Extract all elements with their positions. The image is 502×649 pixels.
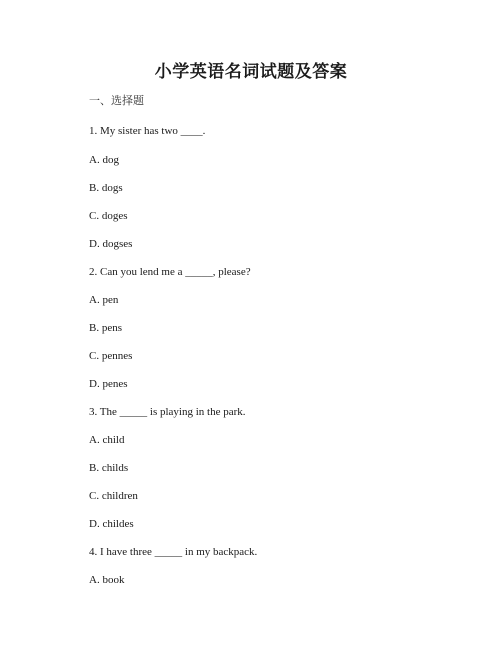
answer-option: A. child xyxy=(89,434,125,446)
answer-option: C. pennes xyxy=(89,350,133,362)
question-stem: 4. I have three _____ in my backpack. xyxy=(89,546,258,558)
document-title: 小学英语名词试题及答案 xyxy=(154,62,348,82)
answer-option: D. dogses xyxy=(89,238,133,250)
answer-option: A. dog xyxy=(89,154,119,166)
question-stem: 2. Can you lend me a _____, please? xyxy=(89,266,251,278)
answer-option: C. children xyxy=(89,490,138,502)
answer-option: A. pen xyxy=(89,294,119,306)
answer-option: B. pens xyxy=(89,322,122,334)
answer-option: B. childs xyxy=(89,462,129,474)
question-stem: 3. The _____ is playing in the park. xyxy=(89,406,246,418)
answer-option: C. doges xyxy=(89,210,128,222)
answer-option: D. childes xyxy=(89,518,134,530)
answer-option: A. book xyxy=(89,574,125,586)
section-heading: 一、选择题 xyxy=(89,94,144,107)
question-stem: 1. My sister has two ____. xyxy=(89,125,206,137)
answer-option: B. dogs xyxy=(89,182,123,194)
answer-option: D. penes xyxy=(89,378,128,390)
